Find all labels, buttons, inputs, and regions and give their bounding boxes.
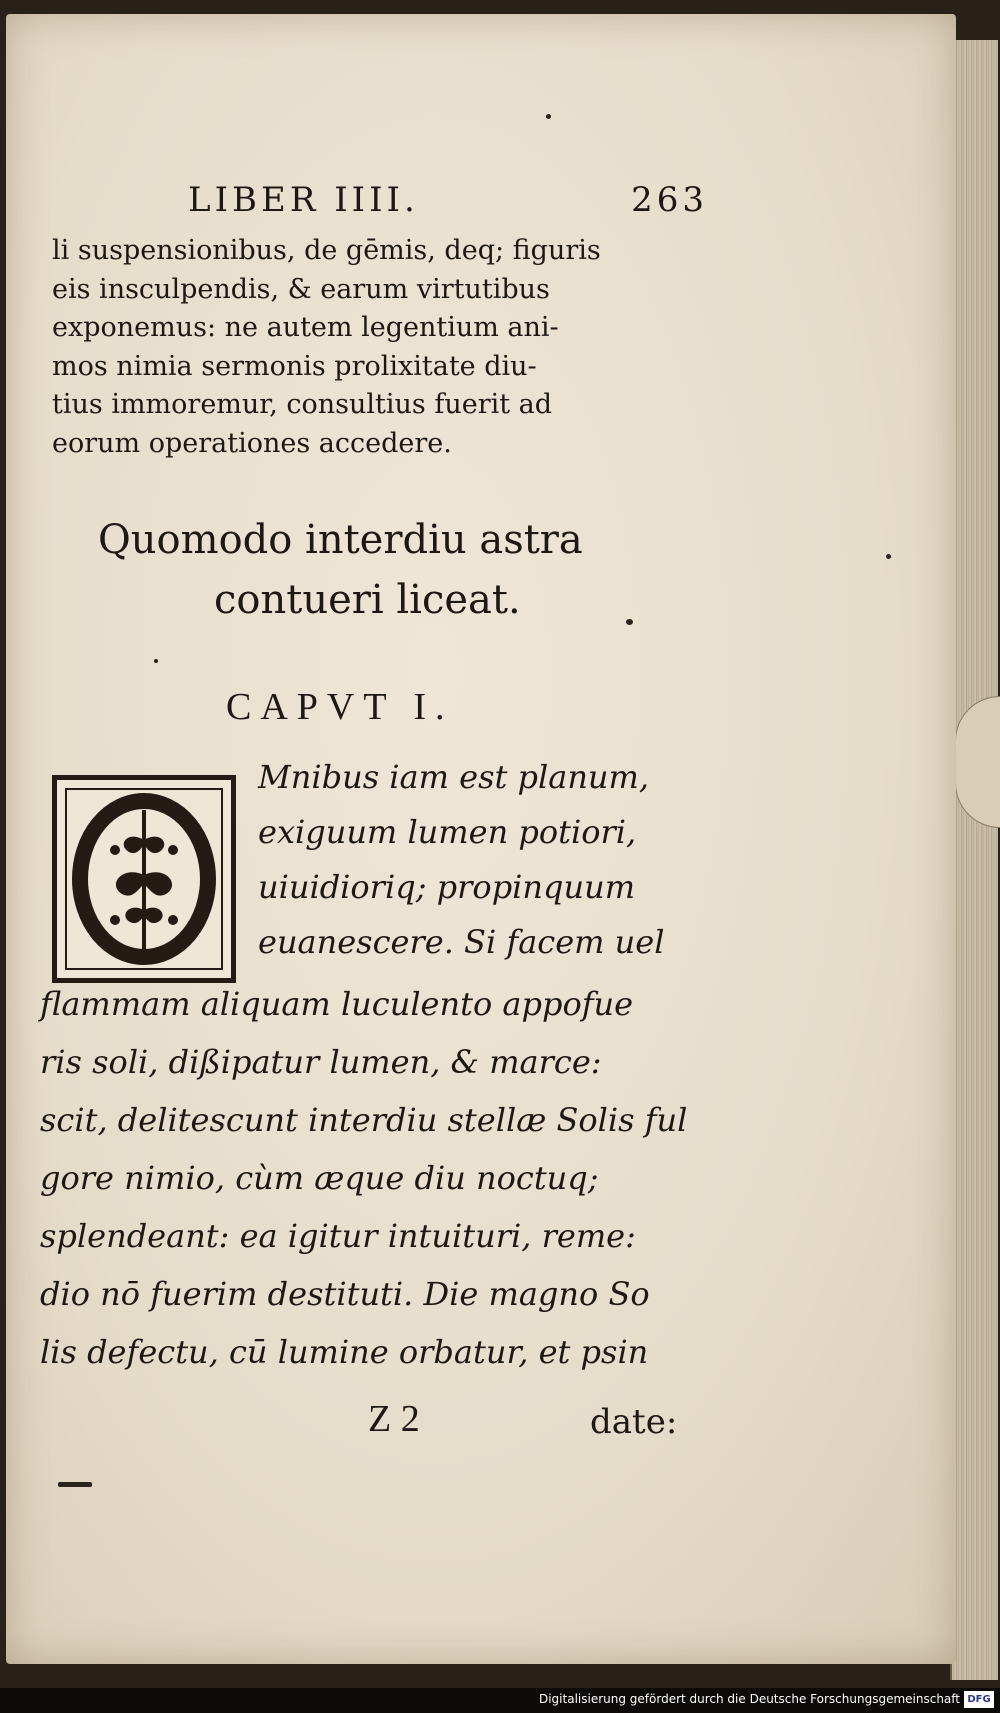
dfg-logo: DFG [964, 1691, 994, 1708]
body-line: exiguum lumen potiori, [258, 813, 637, 851]
paper-speck [546, 114, 551, 119]
body-line: dio nō fuerim destituti. Die magno So [40, 1275, 650, 1313]
running-head-title: LIBER IIII. [188, 180, 419, 220]
catchword: date: [590, 1402, 678, 1442]
floral-ornament-icon [67, 790, 221, 968]
decorated-initial [52, 775, 236, 983]
running-head [188, 180, 708, 230]
chapter-heading: CAPVT I. [226, 686, 454, 728]
page-number: 263 [631, 180, 708, 220]
body-line: Mnibus iam est planum, [258, 758, 650, 796]
text-line: eis insculpendis, & earum virtutibus [52, 273, 550, 305]
text-line: mos nimia sermonis prolixitate diu- [52, 350, 537, 382]
body-line: ris soli, dißipatur lumen, & marce: [40, 1043, 602, 1081]
body-line: uiuidioriq; propinquum [258, 868, 636, 906]
ink-mark [58, 1482, 92, 1487]
body-line: scit, delitescunt interdiu stellæ Solis ful [40, 1101, 688, 1139]
chapter-title-line: contueri liceat. [214, 577, 521, 623]
paper-speck [154, 659, 158, 663]
body-line: euanescere. Si facem uel [258, 923, 665, 961]
book-page-edges [950, 40, 998, 1680]
text-line: eorum operationes accedere. [52, 427, 452, 459]
body-line: splendeant: ea igitur intuituri, reme: [40, 1217, 636, 1255]
initial-frame [65, 788, 223, 970]
body-line: lis defectu, cū lumine orbatur, et psin [40, 1333, 649, 1371]
text-line: li suspensionibus, de gēmis, deq; figuris [52, 235, 601, 266]
intro-paragraph [52, 232, 712, 463]
book-clasp-tab [955, 696, 1000, 828]
footer-credit: Digitalisierung gefördert durch die Deutsche Forschungsgemeinschaft [538, 1692, 960, 1706]
chapter-title-line: Quomodo interdiu astra [98, 517, 583, 563]
paper-speck [886, 554, 891, 559]
text-line: tius immoremur, consultius fuerit ad [52, 389, 553, 420]
text-line: exponemus: ne autem legentium ani- [52, 312, 559, 343]
body-line: flammam aliquam luculento appofue [40, 985, 634, 1023]
chapter-title [98, 510, 698, 630]
signature-mark: Z 2 [368, 1398, 420, 1440]
body-line: gore nimio, cùm æque diu noctuq; [40, 1159, 599, 1197]
